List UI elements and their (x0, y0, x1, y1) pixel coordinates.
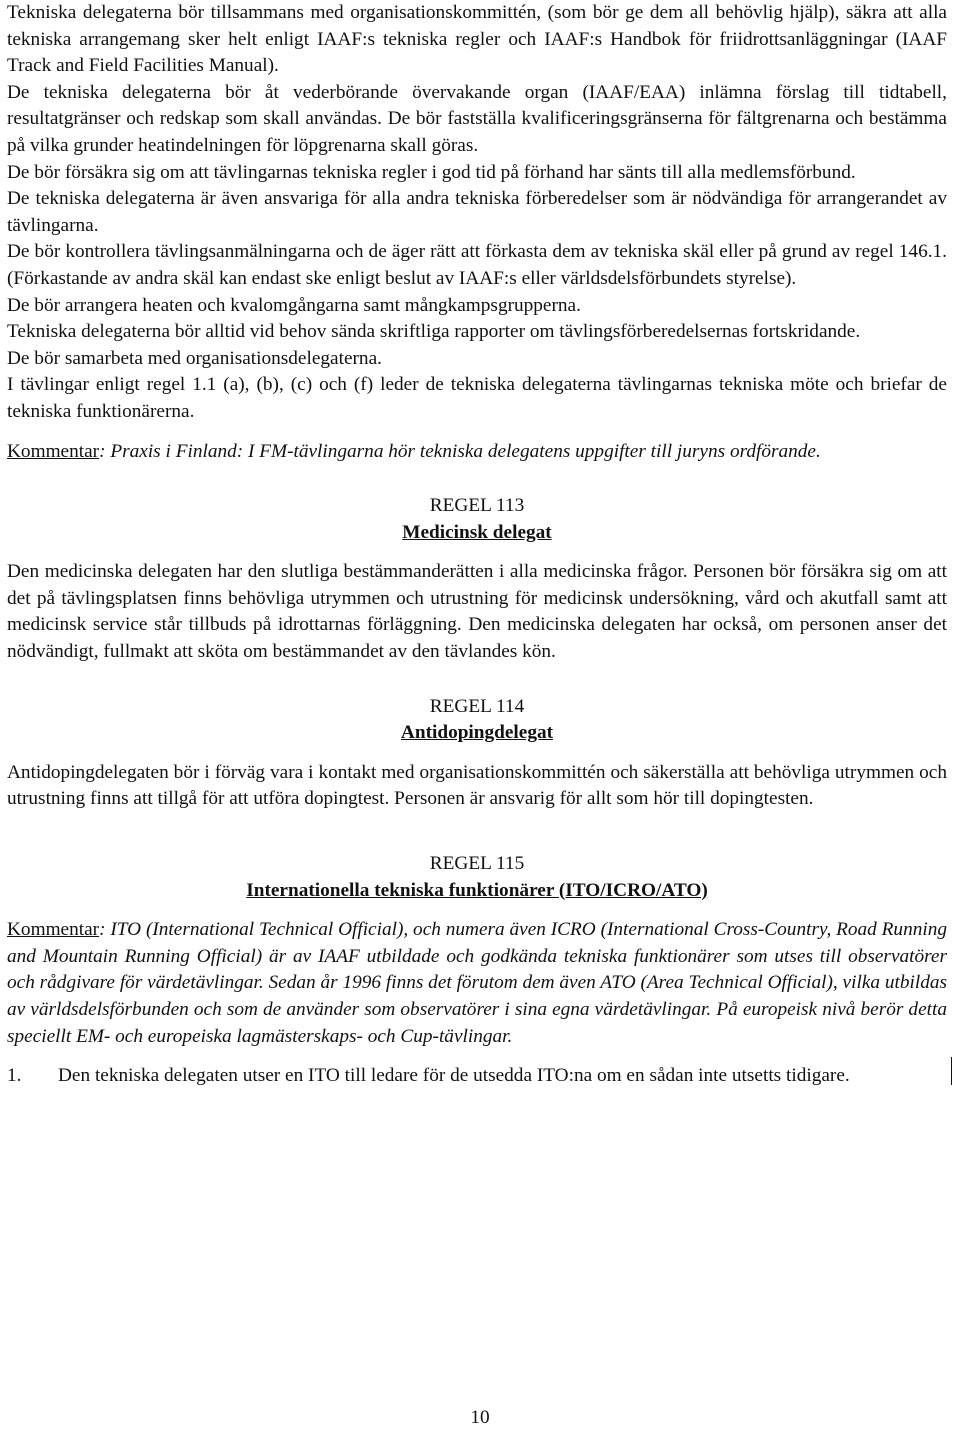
paragraph: I tävlingar enligt regel 1.1 (a), (b), (c) och (f) leder de tekniska delegaterna tävlingarnas tekniska möte och briefar de tekniska funktionärerna. (7, 374, 947, 422)
rule-number: REGEL 113 (429, 495, 525, 517)
rule-title: Medicinsk delegat (402, 521, 552, 543)
revision-bar (951, 1057, 952, 1085)
paragraph: De tekniska delegaterna bör åt vederbörande övervakande organ (IAAF/EAA) inlämna förslag till tidtabell, resultatgränser och redskap som skall användas. De bör fastställa kvalificeringsgränserna för fältgrenarna och bestämma på vilka grunder heatindelningen för löpgrenarna skall göras. (7, 81, 947, 156)
rule-113-body: Den medicinska delegaten har den slutliga bestämmanderätten i alla medicinska frågor. Personen bör försäkra sig om att det på tävlingsplatsen finns behövliga utrymmen och utrustning för medicinsk undersökning, vård och akutfall samt att medicinsk service står tillbuds på idrottarnas förläggning. Den medicinska delegaten har också, om personen anser det nödvändigt, fullmakt att sköta om bestämmandet av den tävlandes kön. (7, 561, 947, 663)
rule-113-heading (7, 493, 947, 546)
comment-text: : Praxis i Finland: I FM-tävlingarna hör tekniska delegatens uppgifter till juryns ordförande. (99, 440, 821, 462)
comment-label: Kommentar (7, 440, 100, 462)
rule-number: REGEL 115 (429, 853, 525, 875)
list-item-text: Den tekniska delegaten utser en ITO till ledare för de utsedda ITO:na om en sådan inte utsetts tidigare. (58, 1065, 850, 1087)
comment-text: : ITO (International Technical Official), och numera även ICRO (International Cross-Country, Road Running and Mountain Running Official) är av IAAF utbildade och godkända tekniska funktionärer som utses till observatörer och rådgivare för värdetävlingar. Sedan år 1996 finns det förutom dem även ATO (Area Technical Official), vilka utbildas av världsdelsförbunden och som de använder som observatörer i sina egna värdetävlingar. På europeisk nivå berör detta speciellt EM- och europeiska lagmästerskaps- och Cup-tävlingar. (7, 919, 947, 1047)
rule-114-heading (7, 694, 947, 747)
paragraph: De bör samarbeta med organisationsdelegaterna. (7, 347, 382, 369)
paragraph: De bör arrangera heaten och kvalomgångarna samt mångkampsgrupperna. (7, 294, 581, 316)
comment-paragraph (7, 439, 947, 466)
paragraph: De bör försäkra sig om att tävlingarnas tekniska regler i god tid på förhand har sänts till alla medlemsförbund. (7, 161, 856, 183)
paragraph: De bör kontrollera tävlingsanmälningarna och de äger rätt att förkasta dem av tekniska skäl eller på grund av regel 146.1. (Förkastande av andra skäl kan endast ske enligt beslut av IAAF:s eller världsdelsförbundets styrelse). (7, 241, 947, 289)
paragraph: De tekniska delegaterna är även ansvariga för alla andra tekniska förberedelser som är nödvändiga för arrangerandet av tävlingarna. (7, 188, 947, 236)
paragraph: Tekniska delegaterna bör tillsammans med organisationskommittén, (som bör ge dem all behövlig hjälp), säkra att alla tekniska arrangemang sker helt enligt IAAF:s tekniska regler och IAAF:s Handbok för friidrottsanläggningar (IAAF Track and Field Facilities Manual). (7, 2, 947, 77)
list-item-number: 1. (7, 1065, 22, 1087)
rule-115-heading (7, 851, 947, 904)
rule-title: Internationella tekniska funktionärer (ITO/ICRO/ATO) (246, 879, 708, 901)
rule-number: REGEL 114 (429, 695, 525, 717)
page-number: 10 (470, 1407, 490, 1428)
list-item (7, 1063, 947, 1090)
comment-label: Kommentar (7, 919, 100, 941)
document-page (7, 0, 947, 1090)
rule-114-body: Antidopingdelegaten bör i förväg vara i kontakt med organisationskommittén och säkerställa att behövliga utrymmen och utrustning finns att tillgå för att utföra dopingtest. Personen är ansvarig för allt som hör till dopingtesten. (7, 761, 947, 810)
comment-paragraph (7, 917, 947, 1050)
paragraph: Tekniska delegaterna bör alltid vid behov sända skriftliga rapporter om tävlingsförberedelsernas fortskridande. (7, 321, 861, 343)
rule-title: Antidopingdelegat (400, 722, 554, 744)
